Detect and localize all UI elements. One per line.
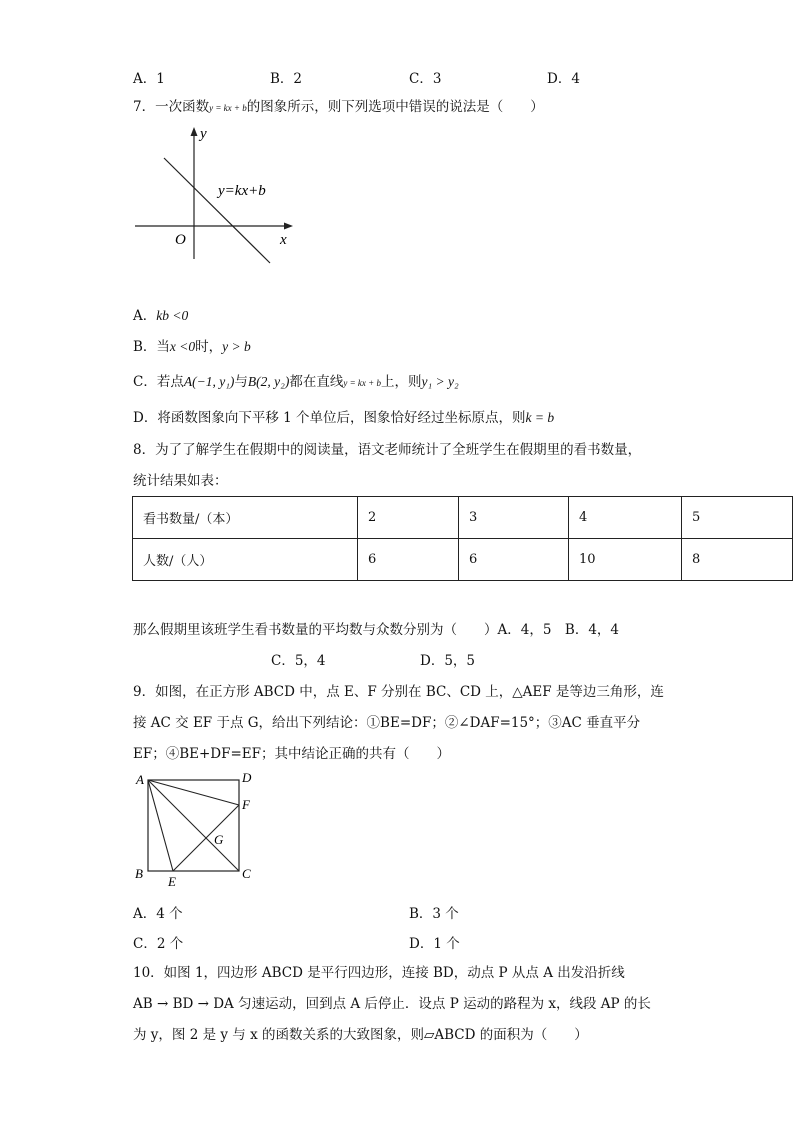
q8-stem-line1: 8．为了了解学生在假期中的阅读量，语文老师统计了全班学生在假期里的看书数量， [133, 442, 642, 458]
q7-option-c-mid: 都在直线 [289, 374, 344, 390]
q7-option-b-mid: 时， [195, 339, 223, 355]
q7-option-c-and: 与 [234, 374, 248, 390]
table-cell: 10 [569, 539, 682, 581]
q6-option-b: B．2 [270, 71, 303, 87]
q7-option-b-expr1: x <0 [169, 339, 196, 354]
label-d: D [242, 770, 252, 785]
label-g: G [214, 832, 224, 847]
x-axis-label: x [280, 232, 287, 248]
q7-option-c-pt1: A(−1, y₁) [183, 374, 235, 389]
q7-stem-prefix: 7．一次函数 [133, 99, 210, 115]
table-cell: 6 [358, 539, 459, 581]
diagonal-ac [148, 780, 239, 871]
table-cell: 5 [682, 497, 793, 539]
q7-option-a [133, 307, 188, 325]
q7-option-c-up: 上，则 [380, 374, 422, 390]
q7-option-b-expr2: y > b [222, 339, 251, 354]
q9-option-c: C．2 个 [133, 936, 184, 952]
label-a: A [136, 772, 144, 787]
table-cell: 6 [459, 539, 569, 581]
q7-option-d-text: D．将函数图象向下平移 1 个单位后，图象恰好经过坐标原点，则 [133, 410, 526, 426]
q7-option-d [133, 409, 554, 427]
q8-options-cd: C．5，4 D．5，5 [271, 653, 476, 669]
q8-table [132, 496, 793, 581]
x-axis-arrow-icon [284, 223, 293, 230]
table-row [133, 539, 793, 581]
table-cell: 8 [682, 539, 793, 581]
segment-af [148, 780, 239, 805]
q10-stem-line1: 10．如图 1，四边形 ABCD 是平行四边形，连接 BD，动点 P 从点 A 出发沿折线 [133, 965, 625, 981]
q7-option-c-pt2: B(2, y₂) [247, 374, 290, 389]
label-f: F [242, 797, 250, 812]
table-cell: 2 [358, 497, 459, 539]
q7-option-b-label: B．当 [133, 339, 170, 355]
q7-option-a-expr: kb <0 [156, 308, 189, 323]
q7-graph [130, 122, 300, 267]
table-row [133, 497, 793, 539]
label-e: E [168, 874, 176, 888]
line-label: y=kx+b [218, 183, 266, 199]
y-axis-label: y [200, 126, 207, 142]
q7-stem [133, 98, 544, 117]
table-cell: 4 [569, 497, 682, 539]
q9-option-a: A．4 个 [133, 906, 183, 922]
y-axis-arrow-icon [191, 127, 198, 136]
q8-question: 那么假期里该班学生看书数量的平均数与众数分别为（ ）A．4，5 B．4，4 [133, 622, 620, 638]
q7-option-c [133, 373, 459, 392]
q9-stem-line1: 9．如图，在正方形 ABCD 中，点 E、F 分别在 BC、CD 上，△AEF 是等边三角形，连 [133, 684, 664, 700]
q6-option-c: C．3 [409, 71, 442, 87]
q9-stem-line3: EF；④BE+DF=EF；其中结论正确的共有（ ） [133, 746, 451, 762]
q7-option-c-line: y = kx + b [343, 378, 381, 388]
label-c: C [242, 866, 251, 881]
q9-option-d: D．1 个 [409, 936, 460, 952]
q6-option-d: D．4 [547, 71, 580, 87]
table-cell: 看书数量/（本） [133, 497, 358, 539]
q7-stem-suffix: 的图象所示，则下列选项中错误的说法是（ ） [246, 99, 544, 115]
q7-option-c-rel: y₁ > y₂ [421, 374, 459, 389]
label-b: B [135, 866, 143, 881]
q7-option-b [133, 338, 251, 356]
q8-stem-line2: 统计结果如表： [133, 473, 228, 489]
table-cell: 3 [459, 497, 569, 539]
segment-ae [148, 780, 173, 871]
q7-option-c-label: C．若点 [133, 374, 184, 390]
q9-stem-line2: 接 AC 交 EF 于点 G，给出下列结论：①BE=DF；②∠DAF=15°；③AC 垂直平分 [133, 715, 641, 731]
q9-option-b: B．3 个 [409, 906, 459, 922]
q6-option-a: A．1 [133, 71, 165, 87]
q9-figure [130, 768, 260, 888]
table-cell: 人数/（人） [133, 539, 358, 581]
q7-option-a-label: A． [133, 308, 157, 324]
origin-label: O [175, 232, 186, 248]
q7-stem-func: y = kx + b [209, 103, 247, 113]
q10-stem-line3: 为 y，图 2 是 y 与 x 的函数关系的大致图象，则▱ABCD 的面积为（ ） [133, 1027, 588, 1043]
q10-stem-line2: AB → BD → DA 匀速运动，回到点 A 后停止．设点 P 运动的路程为 x，线段 AP 的长 [133, 996, 651, 1012]
q7-option-d-expr: k = b [525, 410, 555, 425]
